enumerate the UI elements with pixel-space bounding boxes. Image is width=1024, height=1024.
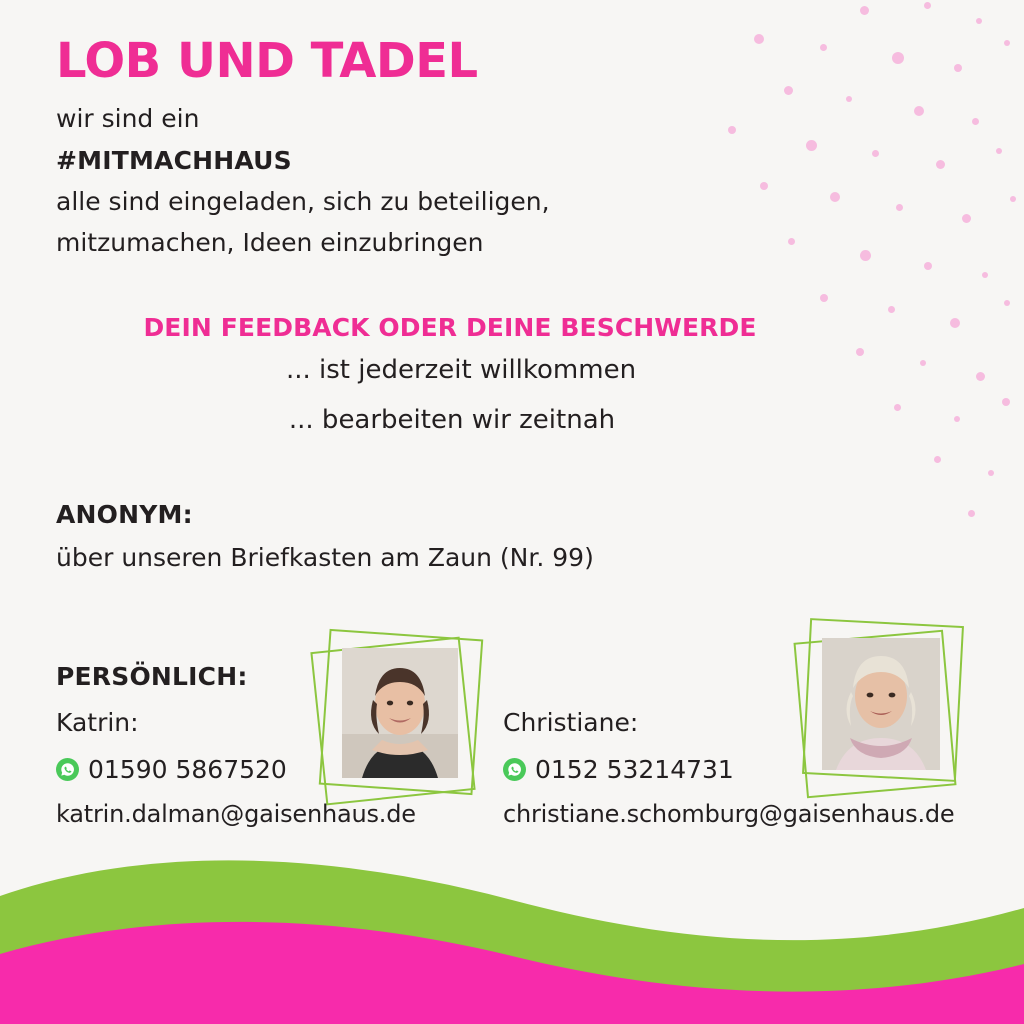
feedback-heading: DEIN FEEDBACK ODER DEINE BESCHWERDE [143,313,757,343]
anonymous-block [56,500,984,572]
contact-email[interactable]: katrin.dalman@gaisenhaus.de [56,800,416,828]
intro-line-1: wir sind ein [56,104,200,134]
contact-phone: 0152 53214731 [535,755,734,784]
poster-text-content [56,33,984,572]
hashtag-mitmachhaus: #MITMACHHAUS [56,145,292,175]
personal-heading: PERSÖNLICH: [56,662,248,691]
feedback-block [56,313,984,441]
intro-line-3: alle sind eingeladen, sich zu beteiligen, [56,186,550,216]
whatsapp-icon [56,758,79,781]
page-title: LOB UND TADEL [56,33,478,89]
anonymous-text: über unseren Briefkasten am Zaun (Nr. 99) [56,542,594,572]
contact-phone: 01590 5867520 [88,755,287,784]
intro-line-4: mitzumachen, Ideen einzubringen [56,228,484,258]
contact-phone-row[interactable] [503,755,955,784]
contact-phone-row[interactable] [56,755,416,784]
wave-decoration [0,804,1024,1024]
contact-name: Christiane: [503,708,639,737]
feedback-line-2: ... bearbeiten wir zeitnah [288,404,616,435]
anonymous-heading: ANONYM: [56,499,193,529]
feedback-line-1: ... ist jederzeit willkommen [285,355,637,386]
contact-email[interactable]: christiane.schomburg@gaisenhaus.de [503,800,955,828]
whatsapp-icon [503,758,526,781]
contact-name: Katrin: [56,708,139,737]
